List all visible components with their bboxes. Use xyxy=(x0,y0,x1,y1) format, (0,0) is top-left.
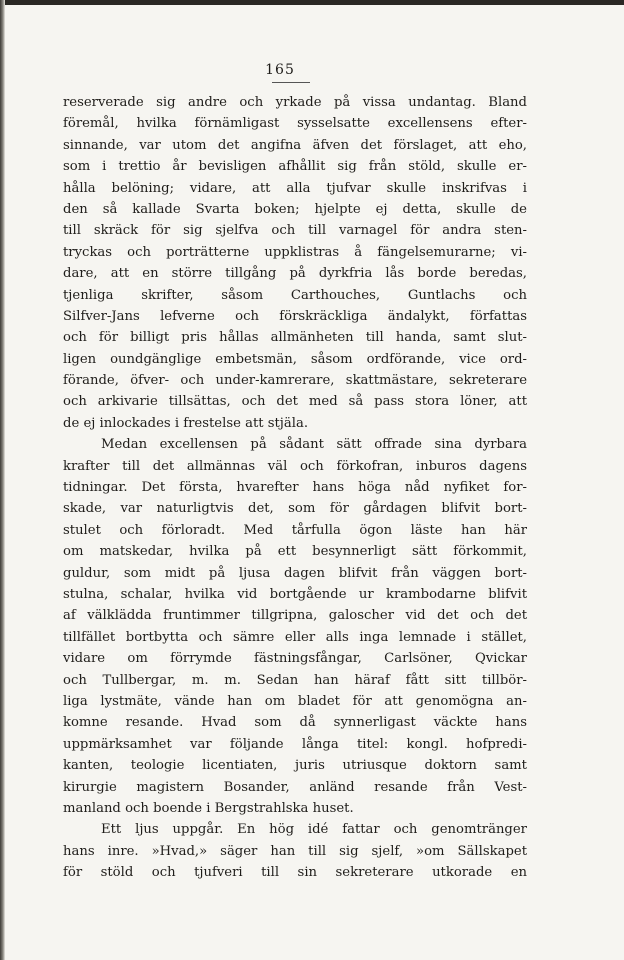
text-line: hans inre. »Hvad,» säger han till sig sjelf, »om Sällskapet xyxy=(63,843,527,859)
text-line: manland och boende i Bergstrahlska huset. xyxy=(63,800,354,816)
page-edge-top xyxy=(0,0,624,5)
text-line: skade, var naturligtvis det, som för gårdagen blifvit bort- xyxy=(63,501,527,517)
text-line: föremål, hvilka förnämligast sysselsatte excellensens efter- xyxy=(63,116,527,132)
text-line: tidningar. Det första, hvarefter hans höga nåd nyfiket for- xyxy=(63,480,527,496)
text-line: och Tullbergar, m. m. Sedan han häraf fått sitt tillbör- xyxy=(63,672,527,688)
text-line: sinnande, var utom det angifna äfven det förslaget, att eho, xyxy=(63,137,527,153)
text-line: för stöld och tjufveri till sin sekreterare utkorade en xyxy=(63,865,527,881)
page-number: 165 xyxy=(265,62,295,78)
text-line: de ej inlockades i frestelse att stjäla. xyxy=(63,415,309,431)
text-line: hålla belöning; vidare, att alla tjufvar skulle inskrifvas i xyxy=(63,180,527,196)
text-line: till skräck för sig sjelfva och till varnagel för andra sten- xyxy=(63,223,527,239)
text-line: reserverade sig andre och yrkade på vissa undantag. Bland xyxy=(63,95,527,110)
text-line: ligen oundgänglige embetsmän, såsom ordförande, vice ord- xyxy=(63,351,527,367)
text-line: komne resande. Hvad som då synnerligast väckte hans xyxy=(63,715,527,731)
text-line: kanten, teologie licentiaten, juris utriusque doktorn samt xyxy=(63,758,527,774)
text-line: guldur, som midt på ljusa dagen blifvit från väggen bort- xyxy=(63,565,527,581)
page-number-rule xyxy=(272,82,310,83)
text-line: Ett ljus uppgår. En hög idé fattar och genomtränger xyxy=(101,822,527,838)
text-line: vidare om förrymde fästningsfångar, Carlsöner, Qvickar xyxy=(63,651,527,667)
text-line: och för billigt pris hållas allmänheten till handa, samt slut- xyxy=(63,330,527,346)
text-line: förande, öfver- och under-kamrerare, skattmästare, sekreterare xyxy=(63,373,527,389)
text-line: och arkivarie tillsättas, och det med så pass stora löner, att xyxy=(63,394,527,410)
text-line: Silfver-Jans lefverne och förskräckliga ändalykt, författas xyxy=(63,308,527,324)
text-line: tjenliga skrifter, såsom Carthouches, Guntlachs och xyxy=(63,287,527,303)
text-line: den så kallade Svarta boken; hjelpte ej detta, skulle de xyxy=(63,201,527,217)
text-line: dare, att en större tillgång på dyrkfria lås borde beredas, xyxy=(63,266,527,282)
text-line: af välklädda fruntimmer tillgripna, galoscher vid det och det xyxy=(63,608,527,624)
text-line: kirurgie magistern Bosander, anländ resande från Vest- xyxy=(63,779,527,795)
text-line: stulna, schalar, hvilka vid bortgående ur krambodarne blifvit xyxy=(63,586,527,602)
page-edge-left xyxy=(0,0,5,960)
text-line: Medan excellensen på sådant sätt offrade sina dyrbara xyxy=(101,437,527,453)
text-line: uppmärksamhet var följande långa titel: kongl. hofpredi- xyxy=(63,736,527,752)
text-line: krafter till det allmännas väl och förkofran, inburos dagens xyxy=(63,458,527,474)
text-line: tillfället bortbytta och sämre eller alls inga lemnade i stället, xyxy=(63,629,527,645)
text-line: som i trettio år bevisligen afhållit sig från stöld, skulle er- xyxy=(63,159,527,175)
text-line: liga lystmäte, vände han om bladet för att genomögna an- xyxy=(63,693,527,709)
text-line: om matskedar, hvilka på ett besynnerligt sätt förkommit, xyxy=(63,544,527,560)
text-line: stulet och förloradt. Med tårfulla ögon läste han här xyxy=(63,522,527,538)
text-line: tryckas och porträtterne uppklistras å fängelsemurarne; vi- xyxy=(63,244,527,260)
body-text xyxy=(63,92,527,883)
